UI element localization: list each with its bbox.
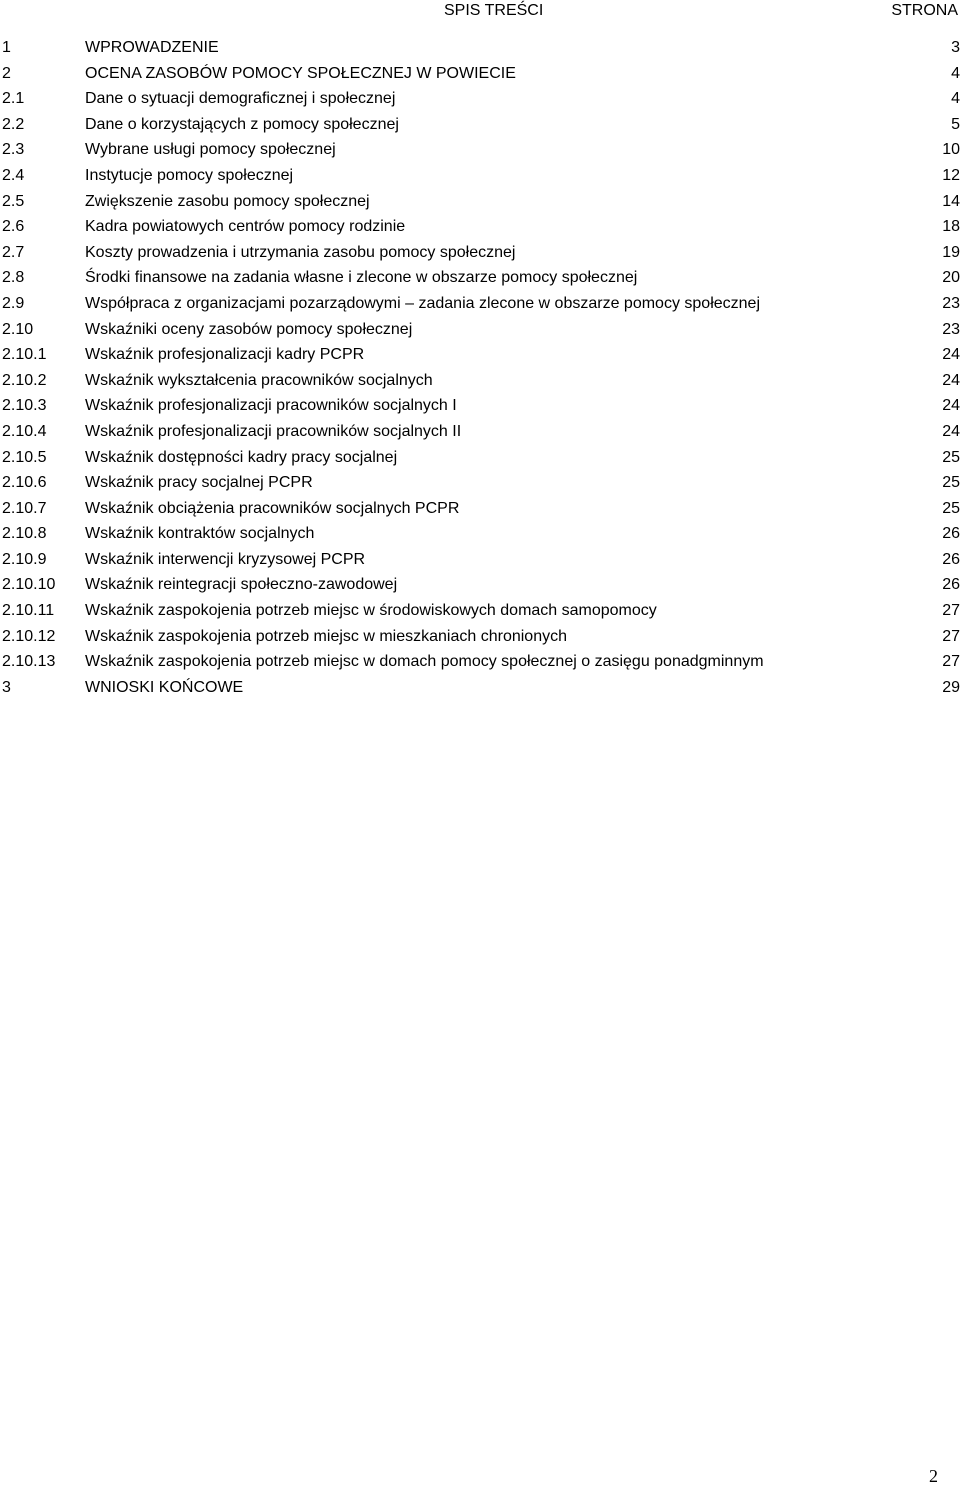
toc-entry-page: 19	[942, 243, 960, 261]
toc-entry-title[interactable]: Dane o sytuacji demograficznej i społecznej	[85, 90, 396, 108]
toc-entry[interactable]	[0, 344, 960, 370]
toc-entry-number: 2.10.13	[2, 653, 56, 671]
table-of-contents	[0, 37, 960, 702]
toc-entry[interactable]	[0, 88, 960, 114]
toc-entry-page: 24	[942, 346, 960, 364]
toc-entry-number: 1	[2, 39, 11, 56]
toc-entry[interactable]	[0, 421, 960, 447]
toc-entry[interactable]	[0, 63, 960, 89]
toc-entry[interactable]	[0, 447, 960, 473]
toc-entry-number: 2.10.12	[2, 627, 56, 645]
toc-entry-title[interactable]: Wskaźnik kontraktów socjalnych	[85, 525, 315, 543]
toc-entry-title[interactable]: Środki finansowe na zadania własne i zlecone w obszarze pomocy społecznej	[85, 269, 638, 287]
toc-entry-number: 2	[2, 64, 11, 82]
toc-entry-page: 12	[942, 166, 960, 184]
toc-entry[interactable]	[0, 600, 960, 626]
toc-entry-page: 24	[942, 397, 960, 415]
toc-entry-number: 2.2	[2, 115, 25, 133]
toc-entry-title[interactable]: Współpraca z organizacjami pozarządowymi – zadania zlecone w obszarze pomocy społecznej	[85, 294, 760, 312]
toc-entry-number: 2.10.6	[2, 474, 47, 492]
toc-entry-page: 14	[942, 192, 960, 210]
toc-entry-page: 4	[951, 90, 960, 108]
toc-entry-number: 2.10.9	[2, 550, 47, 568]
toc-entry-title[interactable]: Wskaźniki oceny zasobów pomocy społecznej	[85, 320, 413, 338]
toc-entry-number: 2.10.2	[2, 371, 47, 389]
toc-entry-number: 2.10.7	[2, 499, 47, 517]
toc-entry-title[interactable]: WPROWADZENIE	[85, 39, 219, 56]
toc-entry-page: 4	[951, 64, 960, 82]
toc-entry-title[interactable]: OCENA ZASOBÓW POMOCY SPOŁECZNEJ W POWIECIE	[85, 64, 516, 82]
toc-entry-page: 27	[942, 627, 960, 645]
toc-entry[interactable]	[0, 242, 960, 268]
toc-entry-page: 23	[942, 320, 960, 338]
toc-entry-page: 18	[942, 218, 960, 236]
toc-entry[interactable]	[0, 651, 960, 677]
toc-entry[interactable]	[0, 216, 960, 242]
toc-entry-title[interactable]: Wybrane usługi pomocy społecznej	[85, 141, 336, 159]
toc-entry-number: 2.5	[2, 192, 25, 210]
toc-entry-page: 27	[942, 602, 960, 620]
toc-entry[interactable]	[0, 319, 960, 345]
toc-entry-page: 26	[942, 525, 960, 543]
toc-entry-title[interactable]: Wskaźnik zaspokojenia potrzeb miejsc w środowiskowych domach samopomocy	[85, 602, 657, 620]
toc-entry-title[interactable]: Wskaźnik wykształcenia pracowników socjalnych	[85, 371, 433, 389]
toc-entry-title[interactable]: Wskaźnik zaspokojenia potrzeb miejsc w domach pomocy społecznej o zasięgu ponadgminnym	[85, 653, 764, 671]
toc-entry[interactable]	[0, 523, 960, 549]
toc-entry-title[interactable]: Dane o korzystających z pomocy społecznej	[85, 115, 399, 133]
toc-entry-number: 2.10.8	[2, 525, 47, 543]
toc-entry-page: 3	[951, 39, 960, 56]
toc-entry[interactable]	[0, 574, 960, 600]
toc-entry[interactable]	[0, 370, 960, 396]
toc-entry-number: 2.4	[2, 166, 25, 184]
toc-heading: SPIS TREŚCI	[444, 2, 544, 19]
page-number: 2	[929, 1466, 938, 1486]
toc-entry-title[interactable]: Instytucje pomocy społecznej	[85, 166, 294, 184]
toc-entry-number: 2.8	[2, 269, 25, 287]
toc-entry-title[interactable]: Koszty prowadzenia i utrzymania zasobu pomocy społecznej	[85, 243, 516, 261]
toc-entry-title[interactable]: Wskaźnik profesjonalizacji pracowników socjalnych I	[85, 397, 457, 415]
toc-entry-number: 2.10.10	[2, 576, 56, 594]
toc-entry-title[interactable]: Wskaźnik profesjonalizacji pracowników socjalnych II	[85, 422, 462, 440]
toc-entry-page: 20	[942, 269, 960, 287]
toc-entry[interactable]	[0, 191, 960, 217]
toc-entry-title[interactable]: Wskaźnik interwencji kryzysowej PCPR	[85, 550, 366, 568]
toc-entry[interactable]	[0, 139, 960, 165]
toc-entry-number: 3	[2, 678, 11, 696]
toc-entry-number: 2.10.3	[2, 397, 47, 415]
toc-entry[interactable]	[0, 114, 960, 140]
toc-entry-page: 27	[942, 653, 960, 671]
toc-entry-page: 26	[942, 550, 960, 568]
toc-entry-page: 25	[942, 474, 960, 492]
toc-entry[interactable]	[0, 498, 960, 524]
toc-entry-title[interactable]: Wskaźnik dostępności kadry pracy socjalnej	[85, 448, 398, 466]
toc-entry-page: 25	[942, 499, 960, 517]
toc-entry[interactable]	[0, 472, 960, 498]
toc-entry[interactable]	[0, 293, 960, 319]
toc-entry-title[interactable]: Kadra powiatowych centrów pomocy rodzinie	[85, 218, 406, 236]
toc-entry-number: 2.3	[2, 141, 25, 159]
toc-entry-title[interactable]: WNIOSKI KOŃCOWE	[85, 678, 244, 696]
toc-entry-number: 2.9	[2, 294, 25, 312]
toc-entry-page: 24	[942, 371, 960, 389]
toc-entry-number: 2.10.1	[2, 346, 47, 364]
toc-entry-title[interactable]: Wskaźnik reintegracji społeczno-zawodowej	[85, 576, 398, 594]
toc-header	[0, 2, 960, 24]
page-column-heading: STRONA	[891, 2, 958, 19]
toc-entry[interactable]	[0, 395, 960, 421]
toc-entry-page: 26	[942, 576, 960, 594]
toc-entry-title[interactable]: Wskaźnik obciążenia pracowników socjalnych PCPR	[85, 499, 460, 517]
toc-entry-number: 2.10.11	[2, 602, 55, 620]
toc-entry[interactable]	[0, 165, 960, 191]
toc-entry-page: 25	[942, 448, 960, 466]
toc-entry-page: 5	[951, 115, 960, 133]
toc-entry-number: 2.6	[2, 218, 25, 236]
toc-entry-page: 29	[942, 678, 960, 696]
toc-entry[interactable]	[0, 549, 960, 575]
toc-entry[interactable]	[0, 37, 960, 63]
toc-entry-title[interactable]: Wskaźnik profesjonalizacji kadry PCPR	[85, 346, 365, 364]
toc-entry-title[interactable]: Zwiększenie zasobu pomocy społecznej	[85, 192, 370, 210]
toc-entry-number: 2.10	[2, 320, 34, 338]
toc-entry-number: 2.10.5	[2, 448, 47, 466]
toc-entry-title[interactable]: Wskaźnik zaspokojenia potrzeb miejsc w mieszkaniach chronionych	[85, 627, 567, 645]
toc-entry-title[interactable]: Wskaźnik pracy socjalnej PCPR	[85, 474, 313, 492]
toc-entry-number: 2.7	[2, 243, 25, 261]
toc-entry-page: 24	[942, 422, 960, 440]
toc-entry-page: 23	[942, 294, 960, 312]
toc-entry-page: 10	[942, 141, 960, 159]
toc-entry-number: 2.10.4	[2, 422, 47, 440]
toc-entry[interactable]	[0, 626, 960, 652]
toc-entry[interactable]	[0, 267, 960, 293]
toc-entry[interactable]	[0, 677, 960, 703]
toc-entry-number: 2.1	[2, 90, 25, 108]
